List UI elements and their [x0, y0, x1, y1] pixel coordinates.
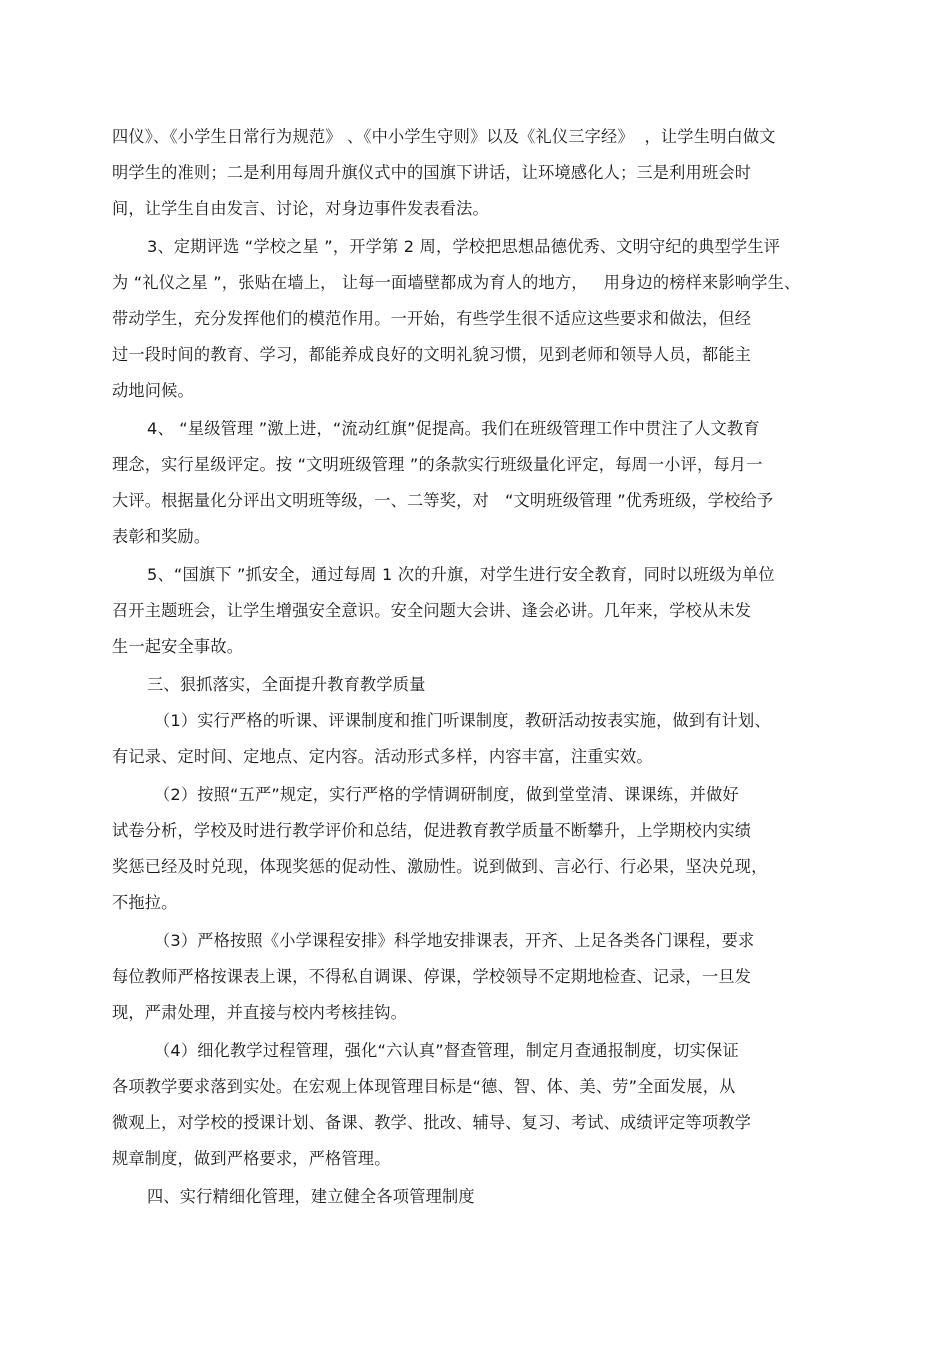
text-line: 不拖拉。 [112, 893, 178, 912]
text-line: 3、定期评选 “学校之星 ”，开学第 2 周，学校把思想品德优秀、文明守纪的典型学生评 [147, 237, 781, 256]
text-line: 大评。根据量化分评出文明班等级，一、二等奖，对 “文明班级管理 ”优秀班级，学校给予 [112, 491, 774, 510]
text-line: 各项教学要求落到实处。在宏观上体现管理目标是“德、智、体、美、劳”全面发展，从 [112, 1077, 736, 1096]
text-line: 生一起安全事故。 [112, 637, 244, 656]
text-line: 召开主题班会，让学生增强安全意识。安全问题大会讲、逢会必讲。几年来，学校从未发 [112, 601, 752, 620]
text-line: 表彰和奖励。 [112, 527, 211, 546]
text-line: 4、 “星级管理 ”激上进，“流动红旗”促提高。我们在班级管理工作中贯注了人文教育 [147, 419, 760, 438]
text-line: 奖惩已经及时兑现，体现奖惩的促动性、激励性。说到做到、言必行、行必果，坚决兑现， [112, 857, 768, 876]
text-line: 动地问候。 [112, 381, 194, 400]
text-line: 5、“国旗下 ”抓安全，通过每周 1 次的升旗，对学生进行安全教育，同时以班级为单位 [147, 565, 775, 584]
text-line: 间，让学生自由发言、讨论，对身边事件发表看法。 [112, 199, 489, 218]
text-line: 明学生的准则；二是利用每周升旗仪式中的国旗下讲话，让环境感化人；三是利用班会时 [112, 163, 752, 182]
text-line: 过一段时间的教育、学习，都能养成良好的文明礼貌习惯，见到老师和领导人员，都能主 [112, 345, 752, 364]
text-line: 有记录、定时间、定地点、定内容。活动形式多样，内容丰富，注重实效。 [112, 747, 653, 766]
text-line: （4）细化教学过程管理，强化“六认真”督查管理，制定月查通报制度，切实保证 [154, 1041, 739, 1060]
text-line: 为 “礼仪之星 ”，张贴在墙上， 让每一面墙壁都成为育人的地方， 用身边的榜样来影响学生、 [112, 273, 801, 292]
text-line: 规章制度，做到严格要求，严格管理。 [112, 1149, 391, 1168]
text-line: （2）按照“五严”规定，实行严格的学情调研制度，做到堂堂清、课课练，并做好 [154, 785, 739, 804]
section-heading: 三、狠抓落实，全面提升教育教学质量 [147, 675, 426, 694]
text-line: 微观上，对学校的授课计划、备课、教学、批改、辅导、复习、考试、成绩评定等项教学 [112, 1113, 752, 1132]
text-line: 现，严肃处理，并直接与校内考核挂钩。 [112, 1003, 407, 1022]
text-line: 试卷分析，学校及时进行教学评价和总结，促进教育教学质量不断攀升，上学期校内实绩 [112, 821, 752, 840]
text-line: 每位教师严格按课表上课，不得私自调课、停课，学校领导不定期地检查、记录，一旦发 [112, 967, 752, 986]
text-line: 理念，实行星级评定。按 “文明班级管理 ”的条款实行班级量化评定，每周一小评，每月一 [112, 455, 763, 474]
text-line: （3）严格按照《小学课程安排》科学地安排课表，开齐、上足各类各门课程，要求 [154, 931, 755, 950]
text-line: 带动学生，充分发挥他们的模范作用。一开始，有些学生很不适应这些要求和做法，但经 [112, 309, 752, 328]
text-line: （1）实行严格的听课、评课制度和推门听课制度，教研活动按表实施，做到有计划、 [154, 711, 771, 730]
text-line: 四仪》、《小学生日常行为规范》 、《中小学生守则》以及《礼仪三字经》 ，让学生明白做文 [112, 127, 776, 146]
section-heading: 四、实行精细化管理，建立健全各项管理制度 [147, 1187, 475, 1206]
